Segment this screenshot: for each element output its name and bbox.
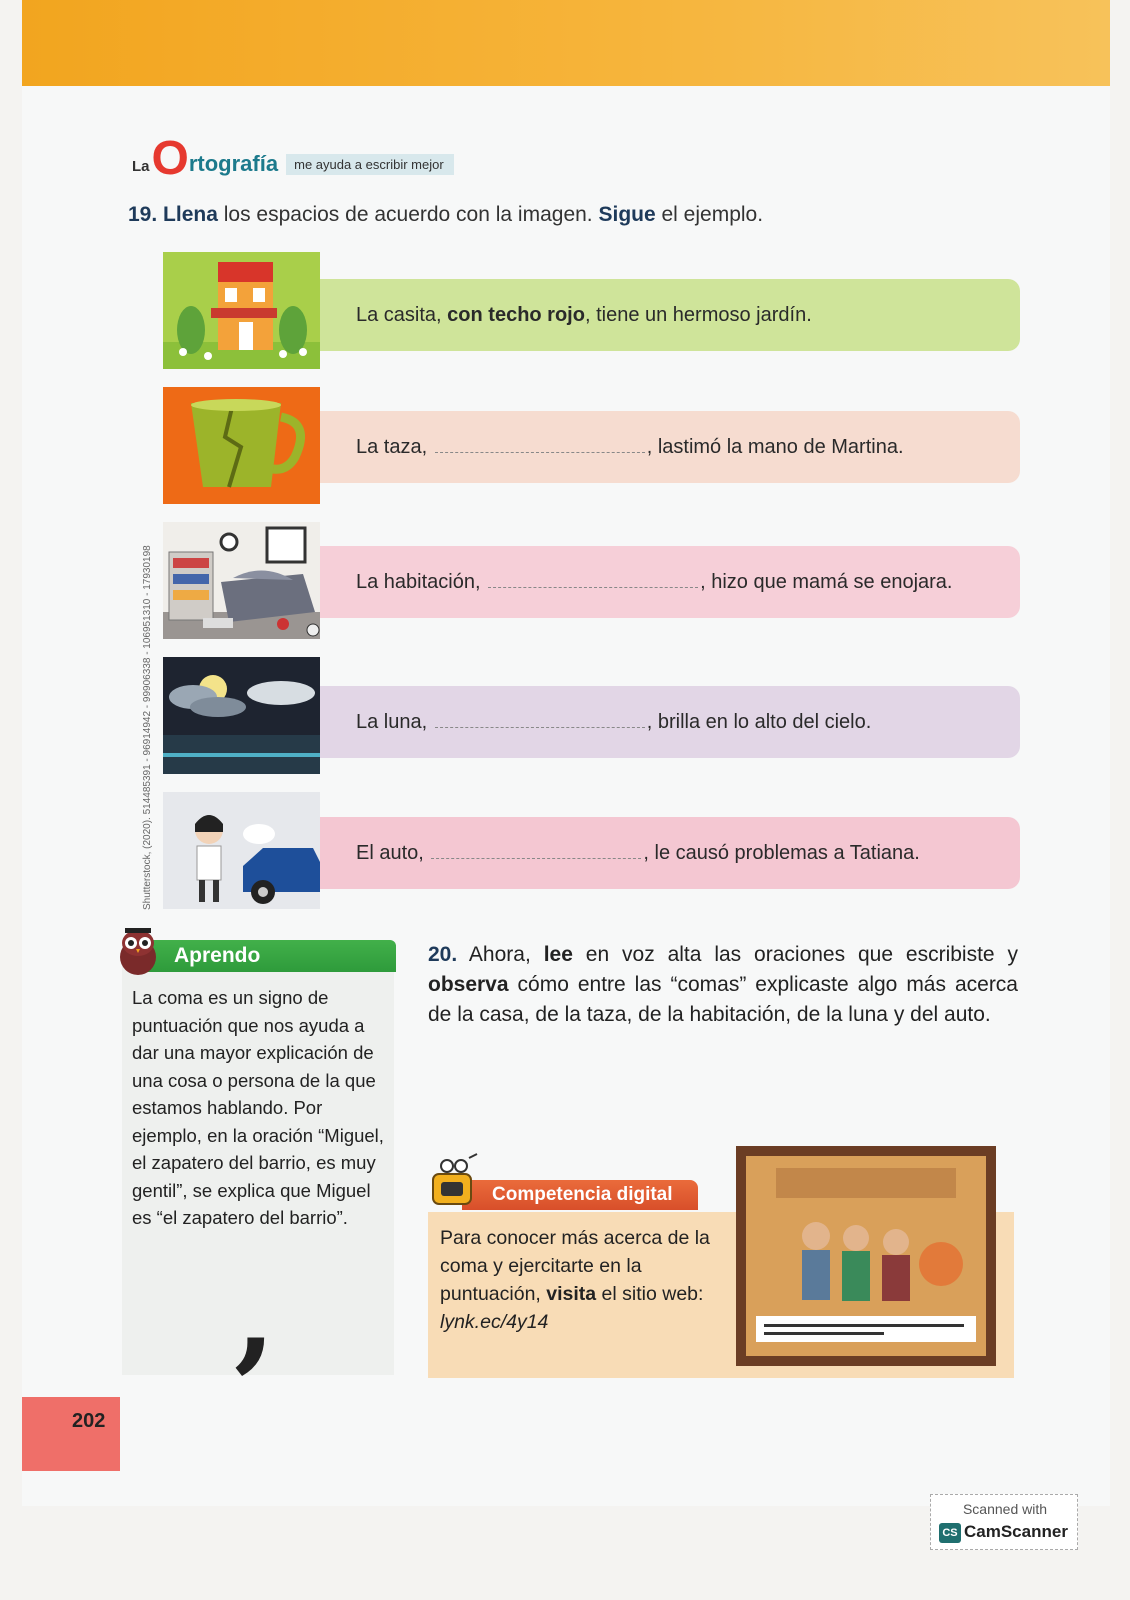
- exercise-20-part: cómo entre las “comas” explicaste algo más acerca de la casa, de la taza, de la habitación, de la luna y del auto.: [428, 973, 1018, 1026]
- answer-blank[interactable]: [488, 573, 698, 588]
- instruction-verb-llena: Llena: [163, 203, 218, 226]
- camscanner-name: CamScanner: [964, 1522, 1068, 1541]
- header-title: rtografía: [188, 151, 279, 176]
- instruction-text: los espacios de acuerdo con la imagen.: [217, 203, 599, 226]
- house-illustration: [163, 252, 320, 369]
- competencia-text-part: el sitio web:: [596, 1283, 704, 1305]
- messy-room-illustration: [163, 522, 320, 639]
- video-thumbnail[interactable]: [736, 1146, 996, 1366]
- moon-night-illustration: [163, 657, 320, 774]
- header-tagline: me ayuda a escribir mejor: [286, 154, 454, 175]
- sentence-row-5: [320, 817, 1020, 889]
- scanned-with-label: Scanned with: [962, 1501, 1048, 1517]
- instruction-text-end: el ejemplo.: [655, 203, 764, 226]
- answer-blank[interactable]: [435, 438, 645, 453]
- exercise-20-text: [428, 940, 1018, 1030]
- sentence-row-3: [320, 546, 1020, 618]
- page-number: 202: [72, 1410, 106, 1432]
- instruction-verb-sigue: Sigue: [598, 203, 656, 226]
- sentence-pre: La casita,: [356, 303, 448, 326]
- sentence-post: , tiene un hermoso jardín.: [584, 303, 812, 326]
- image-credit: Shutterstock, (2020). 514485391 - 96914942 - 99906338 - 106951310 - 17930198: [142, 545, 153, 910]
- example-answer: con techo rojo: [447, 303, 585, 326]
- robot-icon: [425, 1152, 485, 1212]
- aprendo-text: La coma es un signo de puntuación que nos ayuda a dar una mayor explicación de una cosa o persona de la que estamos hablando. Por ejemplo, en la oración “Miguel, el zapatero del barrio, es muy gentil”, se explica que Miguel es “el zapatero del barrio”.: [132, 987, 384, 1228]
- sentence-pre: La taza,: [356, 435, 433, 458]
- sentence-post: , hizo que mamá se enojara.: [700, 570, 953, 593]
- camscanner-logo-icon: CS: [939, 1523, 961, 1543]
- verb-observa: observa: [428, 973, 509, 996]
- broken-cup-illustration: [163, 387, 320, 504]
- header-big-letter: O: [151, 132, 189, 185]
- competencia-text-part: Para conocer más acerca de la coma y ejercitarte en la puntuación,: [440, 1227, 710, 1305]
- camscanner-watermark: [930, 1494, 1078, 1550]
- top-color-band: [22, 0, 1110, 86]
- page-number-tab: [22, 1397, 120, 1471]
- header-la: La: [132, 158, 150, 175]
- exercise-19-instruction: [128, 203, 763, 227]
- sentence-pre: La habitación,: [356, 570, 487, 593]
- exercise-20-part: Ahora,: [457, 943, 544, 966]
- answer-blank[interactable]: [431, 844, 641, 859]
- sentence-row-1: [320, 279, 1020, 351]
- sentence-post: , brilla en lo alto del cielo.: [646, 710, 872, 733]
- exercise-20-number: 20.: [428, 943, 458, 966]
- sentence-post: , lastimó la mano de Martina.: [646, 435, 904, 458]
- sentence-pre: El auto,: [356, 841, 430, 864]
- exercise-20-part: en voz alta las oraciones que escribiste y: [572, 943, 1018, 966]
- aprendo-title: Aprendo: [148, 940, 396, 972]
- competencia-text: [440, 1224, 730, 1336]
- competencia-title: Competencia digital: [462, 1180, 698, 1210]
- sentence-row-4: [320, 686, 1020, 758]
- verb-lee: lee: [543, 943, 573, 966]
- answer-blank[interactable]: [435, 713, 645, 728]
- owl-icon: [113, 925, 163, 977]
- sentence-pre: La luna,: [356, 710, 433, 733]
- comma-symbol: ,: [234, 1244, 276, 1385]
- website-link[interactable]: lynk.ec/4y14: [440, 1311, 549, 1333]
- verb-visita: visita: [546, 1283, 597, 1305]
- broken-car-illustration: [163, 792, 320, 909]
- section-header: [132, 132, 454, 185]
- sentence-post: , le causó problemas a Tatiana.: [643, 841, 920, 864]
- exercise-19-number: 19.: [128, 203, 158, 226]
- sentence-row-2: [320, 411, 1020, 483]
